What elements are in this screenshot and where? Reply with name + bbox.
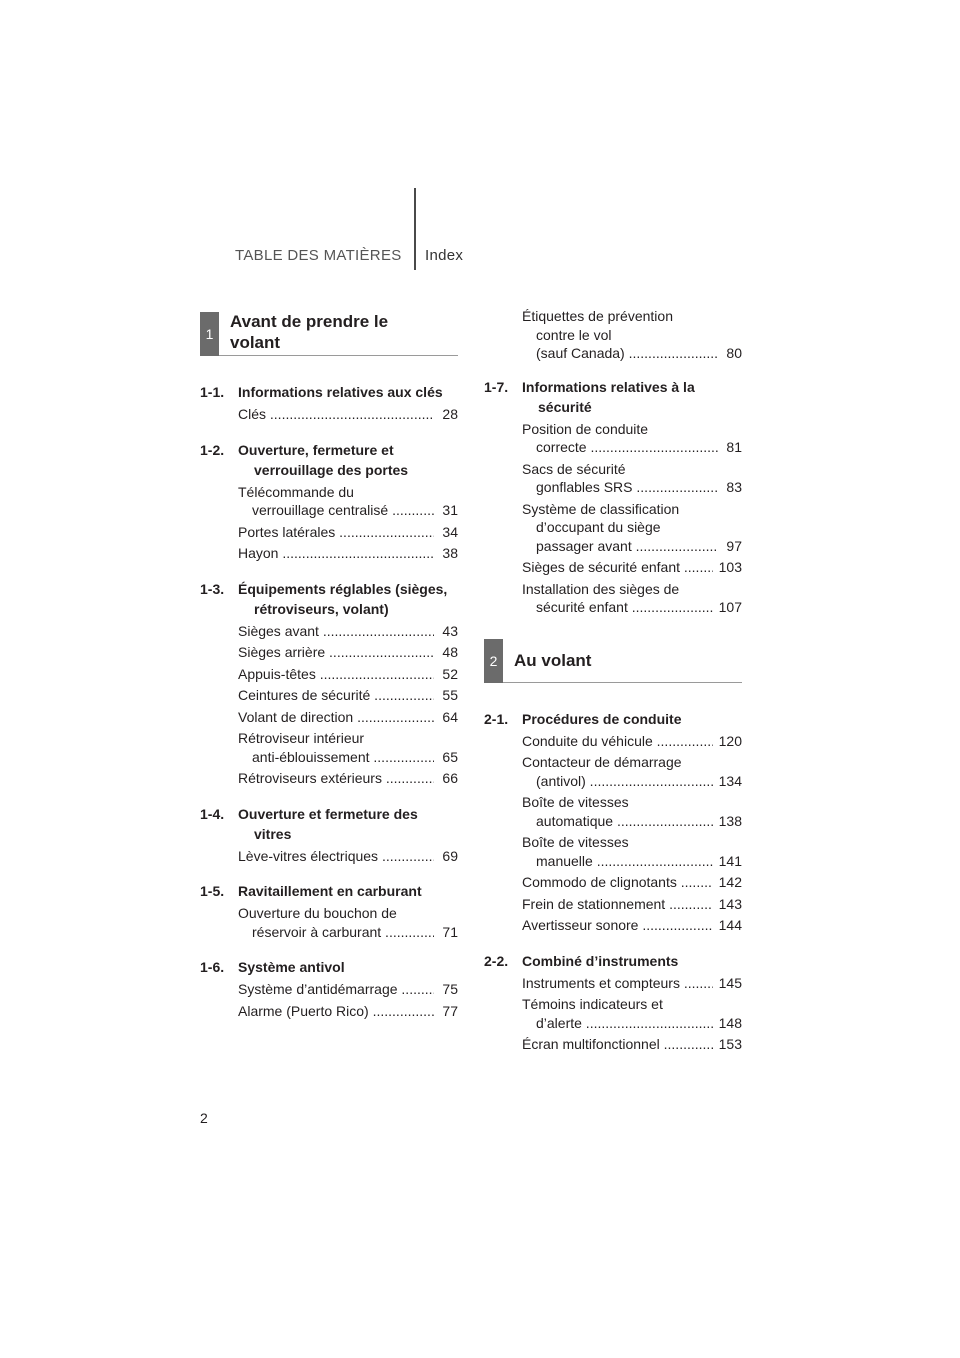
toc-entry[interactable] [200, 523, 458, 542]
entry-page: 38 [442, 545, 458, 561]
chapter-title: Avant de prendre le volant [230, 312, 389, 352]
entry-page: 55 [442, 687, 458, 703]
entry-page: 141 [718, 852, 742, 869]
right-top-entry [484, 307, 742, 363]
toc-entry[interactable] [484, 1035, 742, 1054]
right-sections-b [484, 709, 742, 1054]
entry-label: Rétroviseur intérieur anti-éblouissement ..... [238, 729, 434, 766]
entry-label: Contacteur de démarrage (antivol) ..... [522, 753, 713, 790]
entry-label: Portes latérales ..... [238, 523, 434, 542]
entry-label: Volant de direction ..... [238, 708, 434, 727]
section-title: Procédures de conduite [522, 710, 682, 727]
toc-entry[interactable] [484, 732, 742, 751]
entry-label: Sacs de sécurité gonflables SRS ..... [522, 460, 718, 497]
entry-label: Installation des sièges de sécurité enfant ..... [522, 580, 713, 617]
section-heading[interactable] [200, 957, 458, 977]
page-number: 2 [200, 1110, 208, 1126]
toc-entry[interactable] [200, 405, 458, 424]
toc-entry[interactable] [200, 544, 458, 563]
section-number: 1-5. [200, 883, 225, 899]
entry-page: 83 [726, 479, 742, 495]
toc-entry[interactable] [484, 460, 742, 497]
entry-page: 43 [442, 622, 458, 639]
toc-entry[interactable] [200, 729, 458, 766]
toc-entry[interactable] [200, 665, 458, 684]
toc-entry[interactable] [200, 483, 458, 520]
toc-section [200, 440, 458, 563]
toc-section [484, 377, 742, 617]
entry-label: Boîte de vitesses automatique ..... [522, 793, 713, 830]
entry-page: 142 [718, 874, 742, 890]
index-link[interactable]: Index [425, 247, 464, 264]
left-sections [200, 382, 458, 1020]
toc-entry[interactable] [200, 686, 458, 705]
entry-page: 103 [718, 559, 742, 575]
entry-label: Système d’antidémarrage ..... [238, 980, 434, 999]
entry-page: 134 [718, 772, 742, 789]
toc-entry[interactable] [484, 895, 742, 914]
entry-page: 120 [718, 732, 742, 749]
entry-page: 75 [442, 981, 458, 997]
entry-label: Étiquettes de prévention contre le vol (sauf Canada) ..... [522, 307, 718, 363]
entry-label: Écran multifonctionnel ..... [522, 1035, 713, 1054]
entry-label: Frein de stationnement ..... [522, 895, 713, 914]
section-title: Équipements réglables (sièges, rétroviseurs, volant) [238, 580, 448, 617]
entry-label: Instruments et compteurs ..... [522, 974, 713, 993]
toc-section [200, 804, 458, 866]
toc-entry[interactable] [484, 995, 742, 1032]
toc-entry[interactable] [484, 500, 742, 556]
toc-entry[interactable] [484, 833, 742, 870]
entry-label: Sièges arrière ..... [238, 643, 434, 662]
section-heading[interactable] [200, 440, 458, 480]
section-number: 2-1. [484, 710, 509, 727]
entry-label: Clés ..... [238, 405, 434, 424]
section-heading[interactable] [200, 804, 458, 844]
section-title: Informations relatives aux clés [238, 384, 443, 400]
chapter-number: 2 [484, 639, 503, 683]
entry-page: 145 [718, 974, 742, 991]
toc-entry[interactable] [484, 793, 742, 830]
toc-section [484, 709, 742, 935]
entry-label: Télécommande du verrouillage centralisé ..... [238, 483, 434, 520]
toc-entry[interactable] [200, 980, 458, 999]
toc-entry[interactable] [200, 847, 458, 866]
toc-section [200, 881, 458, 941]
toc-entry[interactable] [200, 708, 458, 727]
right-column [484, 304, 742, 1070]
chapter-2-tab[interactable] [484, 639, 742, 683]
entry-page: 77 [442, 1002, 458, 1019]
section-number: 1-2. [200, 441, 225, 458]
section-title: Informations relatives à la sécurité [522, 378, 695, 415]
entry-label: Hayon ..... [238, 544, 434, 563]
section-heading[interactable] [484, 709, 742, 729]
section-number: 1-3. [200, 580, 225, 597]
entry-page: 148 [718, 1014, 742, 1031]
section-number: 1-6. [200, 959, 225, 975]
toc-link[interactable]: TABLE DES MATIÈRES [235, 247, 402, 264]
entry-page: 66 [442, 770, 458, 786]
entry-page: 153 [718, 1036, 742, 1052]
section-title: Ouverture, fermeture et verrouillage des portes [238, 441, 409, 478]
chapter-rule [219, 355, 458, 356]
section-heading[interactable] [484, 951, 742, 971]
entry-page: 107 [718, 599, 742, 615]
section-number: 1-4. [200, 805, 225, 822]
toc-entry[interactable] [484, 974, 742, 993]
entry-page: 144 [718, 917, 742, 933]
chapter-1-tab[interactable] [200, 312, 458, 356]
section-number: 1-7. [484, 378, 509, 395]
entry-page: 71 [442, 923, 458, 940]
entry-label: Conduite du véhicule ..... [522, 732, 713, 751]
entry-page: 34 [442, 523, 458, 540]
section-heading[interactable] [200, 881, 458, 901]
toc-entry[interactable] [200, 1002, 458, 1021]
toc-section [484, 951, 742, 1054]
left-column [200, 312, 458, 1036]
entry-label: Avertisseur sonore ..... [522, 916, 713, 935]
chapter-number: 1 [200, 312, 219, 356]
entry-label: Position de conduite correcte ..... [522, 420, 718, 457]
toc-entry[interactable] [484, 420, 742, 457]
entry-label: Alarme (Puerto Rico) ..... [238, 1002, 434, 1021]
entry-label: Appuis-têtes ..... [238, 665, 434, 684]
toc-entry[interactable] [484, 580, 742, 617]
entry-label: Rétroviseurs extérieurs ..... [238, 769, 434, 788]
section-heading[interactable] [200, 579, 458, 619]
entry-page: 81 [726, 439, 742, 455]
toc-section [200, 957, 458, 1020]
section-heading[interactable] [200, 382, 458, 402]
toc-entry[interactable] [200, 622, 458, 641]
toc-entry[interactable] [484, 873, 742, 892]
entry-page: 64 [442, 708, 458, 725]
entry-label: Boîte de vitesses manuelle ..... [522, 833, 713, 870]
section-title: Ouverture et fermeture des vitres [238, 805, 418, 842]
toc-section [200, 579, 458, 788]
entry-label: Témoins indicateurs et d’alerte ..... [522, 995, 713, 1032]
entry-page: 138 [718, 812, 742, 829]
entry-label: Ouverture du bouchon de réservoir à carburant ..... [238, 904, 434, 941]
entry-page: 48 [442, 644, 458, 660]
entry-page: 143 [718, 895, 742, 912]
section-number: 2-2. [484, 952, 509, 969]
section-number: 1-1. [200, 384, 225, 400]
entry-page: 80 [726, 345, 742, 361]
right-sections-a [484, 377, 742, 617]
entry-label: Lève-vitres électriques ..... [238, 847, 434, 866]
entry-label: Commodo de clignotants ..... [522, 873, 713, 892]
entry-page: 65 [442, 748, 458, 765]
section-title: Système antivol [238, 959, 345, 975]
entry-page: 69 [442, 847, 458, 864]
chapter-title: Au volant [514, 650, 592, 670]
entry-label: Sièges de sécurité enfant ..... [522, 558, 713, 577]
entry-page: 52 [442, 665, 458, 682]
section-title: Ravitaillement en carburant [238, 883, 422, 899]
toc-entry[interactable] [484, 753, 742, 790]
chapter-rule [503, 682, 742, 683]
entry-label: Sièges avant ..... [238, 622, 434, 641]
entry-label: Ceintures de sécurité ..... [238, 686, 434, 705]
entry-label: Système de classification d’occupant du siège passager avant ..... [522, 500, 718, 556]
toc-entry[interactable] [484, 916, 742, 935]
toc-entry[interactable] [200, 643, 458, 662]
toc-entry[interactable] [200, 769, 458, 788]
section-heading[interactable] [484, 377, 742, 417]
toc-entry[interactable] [200, 904, 458, 941]
toc-section [200, 382, 458, 424]
toc-entry[interactable] [484, 307, 742, 363]
toc-entry[interactable] [484, 558, 742, 577]
section-title: Combiné d’instruments [522, 952, 679, 969]
entry-page: 97 [726, 537, 742, 554]
header-divider [414, 188, 416, 270]
entry-page: 31 [442, 502, 458, 518]
entry-page: 28 [442, 406, 458, 422]
